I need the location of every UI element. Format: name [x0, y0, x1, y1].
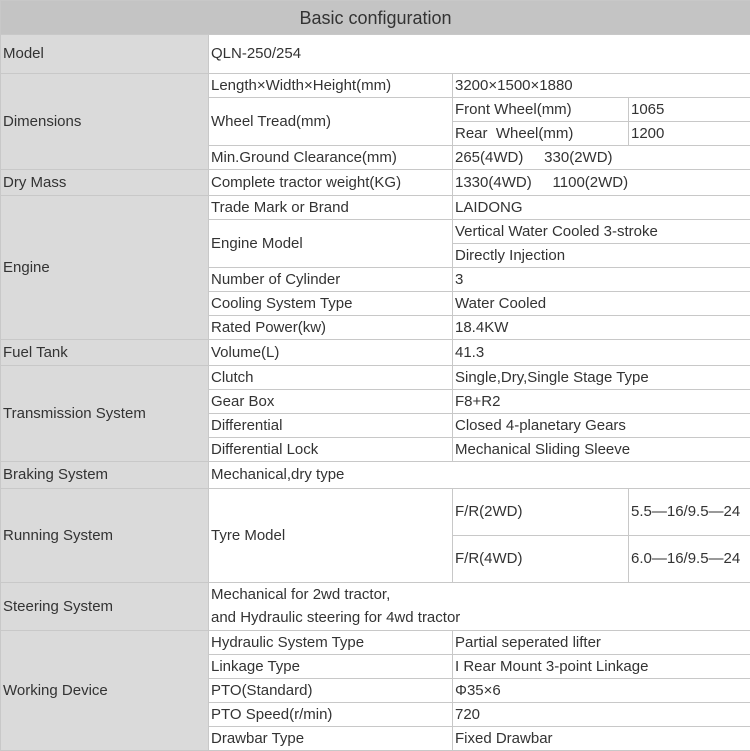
cat-dimensions: Dimensions — [1, 74, 209, 170]
volume-value: 41.3 — [453, 340, 750, 366]
cylinder-label: Number of Cylinder — [209, 268, 453, 292]
front-value: 1065 — [629, 98, 750, 122]
engine-model-label: Engine Model — [209, 220, 453, 268]
cat-working: Working Device — [1, 631, 209, 751]
model-value: QLN-250/254 — [209, 35, 750, 74]
cat-fuel-tank: Fuel Tank — [1, 340, 209, 366]
weight-value: 1330(4WD) 1100(2WD) — [453, 170, 750, 196]
cat-steering: Steering System — [1, 583, 209, 631]
lwh-label: Length×Width×Height(mm) — [209, 74, 453, 98]
linkage-value: I Rear Mount 3-point Linkage — [453, 655, 750, 679]
power-value: 18.4KW — [453, 316, 750, 340]
power-label: Rated Power(kw) — [209, 316, 453, 340]
fr4-label: F/R(4WD) — [453, 536, 629, 583]
differential-value: Closed 4-planetary Gears — [453, 414, 750, 438]
steering-value-2: and Hydraulic steering for 4wd tractor — [209, 607, 750, 631]
differential-label: Differential — [209, 414, 453, 438]
diff-lock-value: Mechanical Sliding Sleeve — [453, 438, 750, 462]
pto-label: PTO(Standard) — [209, 679, 453, 703]
cat-braking: Braking System — [1, 462, 209, 489]
engine-model-value-2: Directly Injection — [453, 244, 750, 268]
cat-model: Model — [1, 35, 209, 74]
braking-value: Mechanical,dry type — [209, 462, 750, 489]
clearance-value: 265(4WD) 330(2WD) — [453, 146, 750, 170]
weight-label: Complete tractor weight(KG) — [209, 170, 453, 196]
volume-label: Volume(L) — [209, 340, 453, 366]
brand-value: LAIDONG — [453, 196, 750, 220]
hydraulic-value: Partial seperated lifter — [453, 631, 750, 655]
drawbar-label: Drawbar Type — [209, 727, 453, 751]
engine-model-value-1: Vertical Water Cooled 3-stroke — [453, 220, 750, 244]
diff-lock-label: Differential Lock — [209, 438, 453, 462]
cat-transmission: Transmission System — [1, 366, 209, 462]
rear-value: 1200 — [629, 122, 750, 146]
drawbar-value: Fixed Drawbar — [453, 727, 750, 751]
steering-value-1: Mechanical for 2wd tractor, — [209, 583, 750, 607]
gearbox-value: F8+R2 — [453, 390, 750, 414]
cat-engine: Engine — [1, 196, 209, 340]
table-title: Basic configuration — [1, 1, 750, 35]
pto-value: Φ35×6 — [453, 679, 750, 703]
pto-speed-value: 720 — [453, 703, 750, 727]
cat-running: Running System — [1, 489, 209, 583]
front-label: Front Wheel(mm) — [453, 98, 629, 122]
linkage-label: Linkage Type — [209, 655, 453, 679]
hydraulic-label: Hydraulic System Type — [209, 631, 453, 655]
fr4-value: 6.0—16/9.5—24 — [629, 536, 750, 583]
fr2-label: F/R(2WD) — [453, 489, 629, 536]
fr2-value: 5.5—16/9.5—24 — [629, 489, 750, 536]
tyre-label: Tyre Model — [209, 489, 453, 583]
brand-label: Trade Mark or Brand — [209, 196, 453, 220]
clearance-label: Min.Ground Clearance(mm) — [209, 146, 453, 170]
lwh-value: 3200×1500×1880 — [453, 74, 750, 98]
tread-label: Wheel Tread(mm) — [209, 98, 453, 146]
rear-label: Rear Wheel(mm) — [453, 122, 629, 146]
gearbox-label: Gear Box — [209, 390, 453, 414]
cooling-label: Cooling System Type — [209, 292, 453, 316]
clutch-value: Single,Dry,Single Stage Type — [453, 366, 750, 390]
cylinder-value: 3 — [453, 268, 750, 292]
cat-dry-mass: Dry Mass — [1, 170, 209, 196]
pto-speed-label: PTO Speed(r/min) — [209, 703, 453, 727]
cooling-value: Water Cooled — [453, 292, 750, 316]
clutch-label: Clutch — [209, 366, 453, 390]
